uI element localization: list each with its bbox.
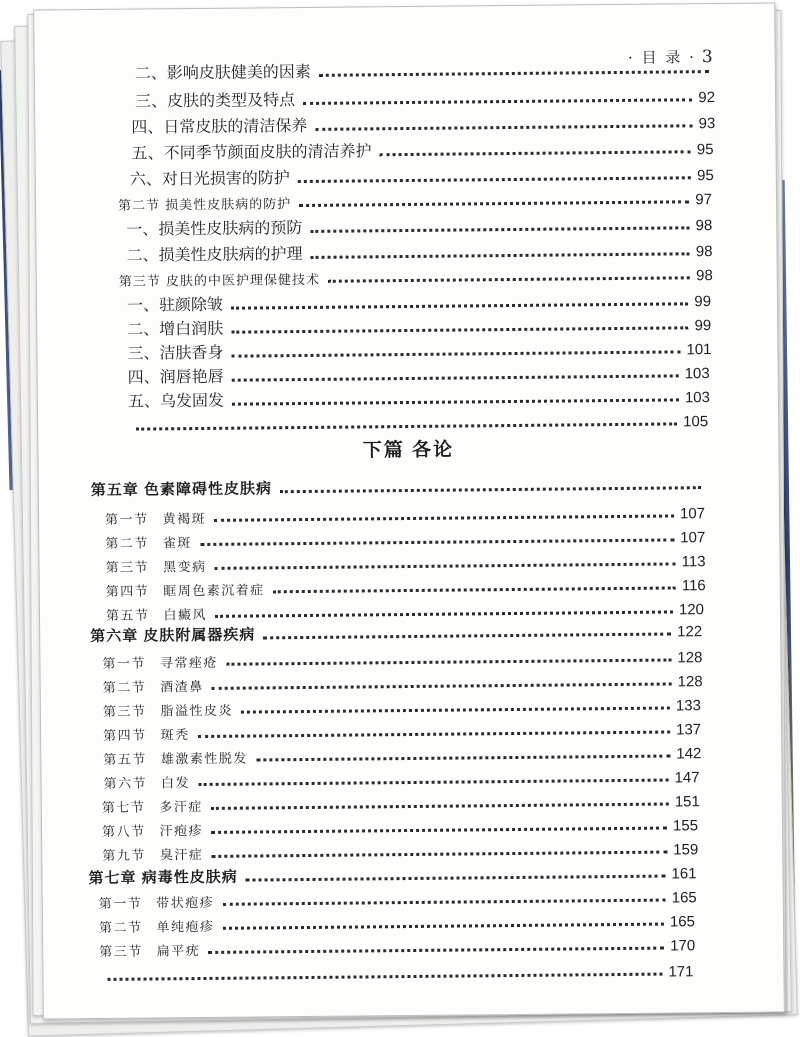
toc-entry-label <box>103 748 248 768</box>
toc-page-number: 120 <box>678 601 705 619</box>
toc-leader-dots <box>107 973 662 981</box>
toc-page-number: 103 <box>684 389 711 407</box>
toc-section-title: 雀斑 <box>162 536 192 552</box>
toc-page-number: 151 <box>674 793 700 811</box>
toc-leader-dots <box>211 827 667 834</box>
toc-section-title: 寻常痤疮 <box>159 655 219 672</box>
toc-section-title: 黑变病 <box>162 559 207 576</box>
toc-entry-label: 一、损美性皮肤病的预防 <box>126 218 303 239</box>
toc-page-number: 155 <box>672 817 699 835</box>
toc-section-title: 斑秃 <box>160 728 190 744</box>
toc-section-number: 第四节 <box>105 584 150 600</box>
toc-leader-dots <box>328 276 690 282</box>
toc-leader-dots <box>222 899 665 906</box>
toc-leader-dots <box>214 514 674 521</box>
toc-page-number: 98 <box>695 243 713 261</box>
toc-leader-dots <box>232 398 679 405</box>
toc-section-title: 酒渣鼻 <box>160 679 204 696</box>
toc-leader-dots <box>256 755 670 762</box>
toc-entry <box>99 930 695 960</box>
toc-leader-dots <box>380 150 691 156</box>
toc-page-number: 170 <box>670 937 696 955</box>
toc-entry <box>131 134 713 164</box>
toc-entry <box>118 184 712 214</box>
toc-leader-dots <box>215 562 676 569</box>
toc-leader-dots <box>208 947 664 954</box>
toc-leader-dots <box>223 923 664 930</box>
toc-entry <box>119 260 713 290</box>
toc-section-title: 汗疱疹 <box>159 823 204 840</box>
toc-section-title: 白发 <box>161 776 191 792</box>
toc-page-number: 137 <box>676 721 702 739</box>
toc-entry-label: 二、影响皮肤健美的因素 <box>134 61 311 83</box>
toc-entry <box>90 616 702 646</box>
toc-leader-dots <box>232 374 679 381</box>
toc-section-number: 第二节 <box>105 536 149 552</box>
toc-entry-label: 三、洁肤香身 <box>127 342 224 363</box>
toc-leader-dots <box>198 731 670 739</box>
toc-entry-label: 二、增白润肤 <box>127 318 224 339</box>
toc-section-number: 第六节 <box>103 776 148 792</box>
toc-leader-dots <box>211 851 667 858</box>
toc-page-number: 95 <box>696 141 714 159</box>
toc-entry-label: 五、乌发固发 <box>127 390 225 411</box>
part-title: 下篇 各论 <box>362 439 455 462</box>
toc-section-number: 第五节 <box>105 608 150 624</box>
toc-page-number: 95 <box>697 167 714 185</box>
toc-section-number: 第九节 <box>102 848 146 864</box>
toc-entry-label <box>102 652 218 672</box>
toc-page-number: 147 <box>674 769 700 787</box>
toc-entry-label <box>99 916 215 936</box>
toc-section-number: 第二节 <box>102 680 147 696</box>
toc-section-title: 雄激素性脱发 <box>160 751 248 768</box>
toc-page-number: 105 <box>683 413 709 431</box>
toc-section-title: 黄褐斑 <box>162 511 207 528</box>
toc-leader-dots <box>303 98 692 105</box>
toc-entry-label <box>102 820 203 840</box>
toc-entry <box>135 82 715 112</box>
toc-leader-dots <box>298 176 691 183</box>
toc-page-number: 98 <box>695 267 713 285</box>
header-page-number: 3 <box>701 47 715 68</box>
toc-section-title: 眶周色素沉着症 <box>163 583 265 600</box>
toc-entry-label: 第六章 皮肤附属器疾病 <box>90 626 256 646</box>
toc-entry-label: 二、损美性皮肤病的护理 <box>126 244 303 265</box>
toc-section-number: 第一节 <box>105 512 149 528</box>
toc-section-title: 脂溢性皮炎 <box>160 703 234 720</box>
toc-section-number: 第七节 <box>101 800 146 816</box>
toc-section-title: 白癜风 <box>163 607 208 624</box>
toc-leader-dots <box>299 200 689 207</box>
toc-entry-label: 六、对日光损害的防护 <box>129 168 290 189</box>
toc-leader-dots <box>211 803 669 810</box>
toc-page-number: 107 <box>679 505 706 523</box>
toc-leader-dots <box>198 779 668 787</box>
toc-page-number: 161 <box>671 865 697 883</box>
toc-page <box>33 2 785 1019</box>
toc-page-number: 103 <box>684 365 710 383</box>
toc-entry-label <box>105 532 192 552</box>
toc-page-number: 113 <box>681 553 706 571</box>
toc-page-number: 171 <box>668 963 694 981</box>
toc-entry-label: 三、皮肤的类型及特点 <box>134 90 296 111</box>
toc-entry <box>126 210 712 240</box>
toc-leader-dots <box>319 70 709 77</box>
toc-entry-label <box>102 796 203 816</box>
toc-section-title: 臭汗症 <box>159 847 204 864</box>
toc-entry-label: 第三节 皮肤的中医护理保健技术 <box>118 272 320 290</box>
toc-entry-label: 四、润唇艳唇 <box>127 366 224 387</box>
toc-page-number: 122 <box>677 623 703 641</box>
toc-page-number: 99 <box>694 317 712 335</box>
toc-section-number: 第一节 <box>102 656 147 672</box>
toc-page-number: 159 <box>673 841 699 859</box>
toc-leader-dots <box>310 226 689 233</box>
toc-page-number: 107 <box>680 529 706 547</box>
toc-section-number: 第三节 <box>99 944 143 960</box>
toc-page-number: 116 <box>681 577 706 595</box>
toc-leader-dots <box>231 326 688 333</box>
toc-leader-dots <box>226 658 671 665</box>
toc-page-number: 97 <box>695 191 713 209</box>
toc-page-number: 133 <box>675 697 701 715</box>
toc-entry-label: 第七章 病毒性皮肤病 <box>88 868 238 888</box>
toc-page-number: 165 <box>669 913 696 931</box>
toc-section-title: 单纯疱疹 <box>156 919 215 936</box>
toc-page-number: 92 <box>698 89 716 107</box>
header-text: · 目 录 · <box>627 48 696 67</box>
toc-entry-label <box>105 556 206 576</box>
toc-leader-dots <box>232 350 681 357</box>
toc-entry-label: 四、日常皮肤的清洁保养 <box>131 115 308 137</box>
toc-leader-dots <box>280 486 701 493</box>
toc-leader-dots <box>263 632 671 639</box>
toc-section-number: 第五节 <box>103 752 147 768</box>
toc-leader-dots <box>246 875 666 882</box>
toc-entry-label: 五、不同季节颜面皮肤的清洁养护 <box>131 141 372 163</box>
toc-leader-dots <box>231 302 688 309</box>
toc-page-number: 165 <box>671 889 697 907</box>
toc-entry-label <box>99 940 200 960</box>
toc-section-number: 第二节 <box>98 920 143 936</box>
toc-leader-dots <box>315 124 692 131</box>
toc-section-title: 多汗症 <box>159 799 203 816</box>
toc-leader-dots <box>212 682 672 689</box>
toc-leader-dots <box>136 422 677 430</box>
toc-entry-label <box>102 844 203 864</box>
toc-entry-label: 一、驻颜除皱 <box>126 294 224 315</box>
toc-entry-label <box>99 892 215 912</box>
toc-page-number: 128 <box>677 673 703 691</box>
toc-entry <box>99 956 693 986</box>
toc-entry-label <box>103 700 233 720</box>
toc-entry <box>128 406 708 436</box>
toc-entry-label <box>104 772 191 792</box>
toc-entry-label: 第二节 损美性皮肤病的防护 <box>117 197 292 214</box>
toc-section-title: 扁平疣 <box>156 944 201 960</box>
toc-page-number: 128 <box>677 649 703 667</box>
toc-section-title: 带状疱疹 <box>156 895 215 912</box>
toc-entry <box>135 54 715 84</box>
toc-page-number: 98 <box>695 217 713 235</box>
toc-leader-dots <box>200 538 674 546</box>
toc-entry <box>131 108 715 138</box>
toc-leader-dots <box>273 586 676 593</box>
toc-entry-label <box>105 508 206 528</box>
toc-entry-label: 第五章 色素障碍性皮肤病 <box>90 480 273 500</box>
toc-section-number: 第三节 <box>105 560 150 576</box>
toc-section-number: 第四节 <box>103 728 147 744</box>
toc-section-number: 第三节 <box>102 704 147 720</box>
toc-leader-dots <box>311 252 690 259</box>
toc-entry <box>91 470 707 500</box>
toc-entry-label <box>103 724 190 744</box>
toc-section-number: 第一节 <box>98 896 143 912</box>
toc-page-number: 93 <box>698 115 716 133</box>
toc-entry-label <box>103 676 204 696</box>
toc-entry-label <box>106 579 265 600</box>
toc-page-number: 99 <box>694 293 712 311</box>
toc-page-number: 101 <box>686 341 712 359</box>
toc-section-number: 第八节 <box>101 824 146 840</box>
toc-leader-dots <box>241 707 670 714</box>
toc-page-number: 142 <box>676 745 702 763</box>
